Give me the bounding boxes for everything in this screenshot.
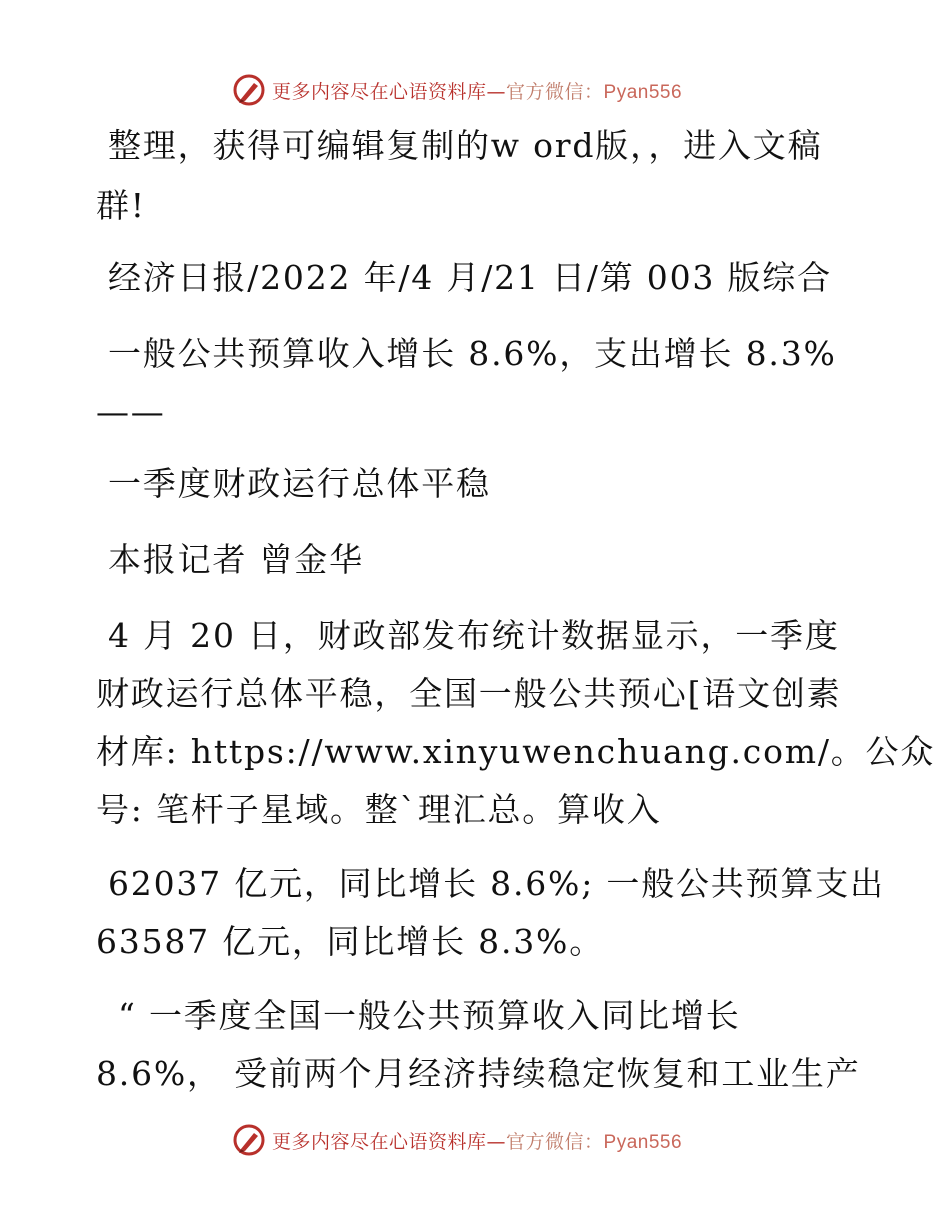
paragraph-1-line-4: 号: 笔杆子星域。整`理汇总。算收入 xyxy=(96,790,662,829)
body-line-1: 整理，获得可编辑复制的w ord版，，进入文稿 xyxy=(108,126,823,165)
paragraph-1-line-3: 材库: https://www.xinyuwenchuang.com/。公众 xyxy=(96,732,936,771)
paragraph-3-line-1: “ 一季度全国一般公共预算收入同比增长 xyxy=(118,996,741,1035)
source-line: 经济日报/2022 年/4 月/21 日/第 003 版综合 xyxy=(108,258,832,297)
banner-text: 更多内容尽在心语资料库—官方微信：Pyan556 xyxy=(272,1130,683,1153)
headline-dash: —— xyxy=(96,392,166,431)
banner-text: 更多内容尽在心语资料库—官方微信：Pyan556 xyxy=(272,80,683,103)
paragraph-3-line-2: 8.6%， 受前两个月经济持续稳定恢复和工业生产 xyxy=(96,1054,861,1093)
body-line-2: 群! xyxy=(96,186,146,225)
subheadline: 一季度财政运行总体平稳 xyxy=(108,464,491,503)
pen-logo-icon xyxy=(232,73,266,107)
byline: 本报记者 曾金华 xyxy=(108,540,364,579)
headline: 一般公共预算收入增长 8.6%，支出增长 8.3% xyxy=(108,334,837,373)
paragraph-1-line-2: 财政运行总体平稳，全国一般公共预心[语文创素 xyxy=(96,674,842,713)
paragraph-2-line-1: 62037 亿元，同比增长 8.6%; 一般公共预算支出 xyxy=(108,864,885,903)
header-watermark-banner xyxy=(232,72,682,108)
pen-logo-icon xyxy=(232,1123,266,1157)
footer-watermark-banner xyxy=(232,1122,682,1158)
paragraph-2-line-2: 63587 亿元，同比增长 8.3%。 xyxy=(96,922,604,961)
paragraph-1-line-1: 4 月 20 日，财政部发布统计数据显示，一季度 xyxy=(108,616,840,655)
